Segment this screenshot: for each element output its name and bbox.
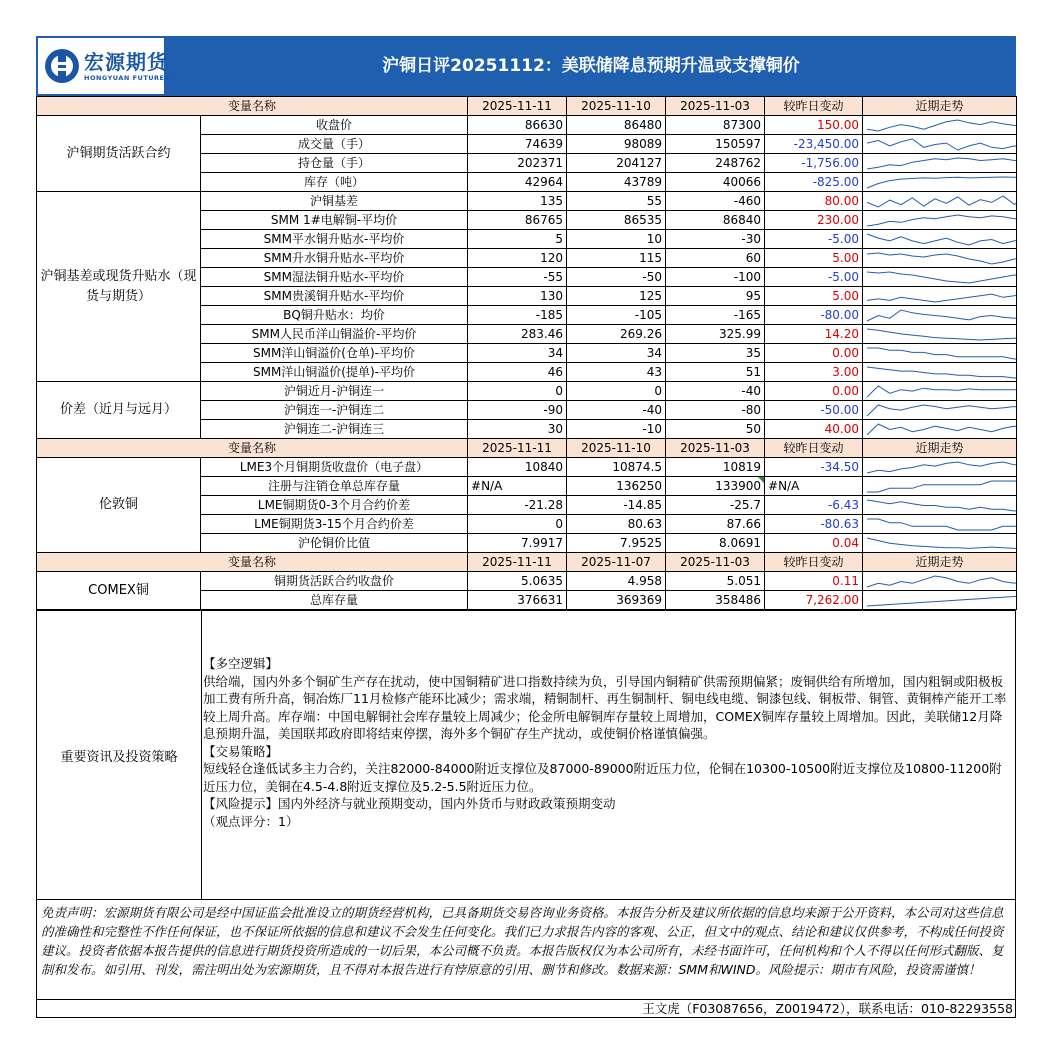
indicator-label: SMM洋山铜溢价(提单)-平均价 xyxy=(201,363,468,382)
value-prev: -10 xyxy=(567,420,666,439)
sparkline xyxy=(863,459,1017,476)
value-prev: -105 xyxy=(567,306,666,325)
sparkline xyxy=(863,231,1017,248)
indicator-label: SMM湿法铜升贴水-平均价 xyxy=(201,268,468,287)
report-title: 沪铜日评20251112：美联储降息预期升温或支撑铜价 xyxy=(382,56,800,76)
sparkline-path xyxy=(867,234,1017,245)
value-prev: 98089 xyxy=(567,135,666,154)
value-latest: 130 xyxy=(468,287,567,306)
value-week: -165 xyxy=(666,306,765,325)
sparkline xyxy=(863,364,1017,381)
sparkline xyxy=(863,174,1017,191)
change-value: -825.00 xyxy=(765,173,863,192)
risk-title: 【风险提示】 xyxy=(203,796,279,811)
value-week: 60 xyxy=(666,249,765,268)
trend-sparkline xyxy=(863,268,1017,287)
value-week: 150597 xyxy=(666,135,765,154)
value-latest: 376631 xyxy=(468,591,567,610)
sparkline xyxy=(863,402,1017,419)
risk-text: 国内外经济与就业预期变动，国内外货币与财政政策预期变动 xyxy=(278,796,616,811)
change-value: 150.00 xyxy=(765,116,863,135)
sparkline-path xyxy=(867,538,1017,549)
sparkline-path xyxy=(867,215,1017,226)
indicator-label: 沪铜基差 xyxy=(201,192,468,211)
indicator-label: LME3个月铜期货收盘价（电子盘） xyxy=(201,458,468,477)
trend-sparkline xyxy=(863,515,1017,534)
value-week: -30 xyxy=(666,230,765,249)
column-header-row xyxy=(37,439,1017,458)
sparkline xyxy=(863,592,1017,609)
sparkline-path xyxy=(867,500,1017,511)
column-variable-name: 变量名称 xyxy=(37,439,468,458)
indicator-label: 收盘价 xyxy=(201,116,468,135)
value-latest: 135 xyxy=(468,192,567,211)
indicator-label: 沪伦铜价比值 xyxy=(201,534,468,553)
indicator-label: SMM贵溪铜升贴水-平均价 xyxy=(201,287,468,306)
sparkline xyxy=(863,421,1017,438)
strategy-label: 重要资讯及投资策略 xyxy=(37,611,202,899)
value-week: -460 xyxy=(666,192,765,211)
trend-sparkline xyxy=(863,363,1017,382)
value-week: 248762 xyxy=(666,154,765,173)
change-value: #N/A xyxy=(765,477,863,496)
value-prev: 86535 xyxy=(567,211,666,230)
trend-sparkline xyxy=(863,306,1017,325)
value-latest: -55 xyxy=(468,268,567,287)
value-week: 40066 xyxy=(666,173,765,192)
trend-sparkline xyxy=(863,116,1017,135)
column-change: 较昨日变动 xyxy=(765,97,863,116)
value-latest: 0 xyxy=(468,515,567,534)
risk-line xyxy=(203,795,1011,813)
sparkline xyxy=(863,516,1017,533)
spread-row xyxy=(37,382,1017,401)
change-value: -80.63 xyxy=(765,515,863,534)
indicator-label: SMM升水铜升贴水-平均价 xyxy=(201,249,468,268)
sparkline-path xyxy=(867,405,1017,416)
indicator-label: BQ铜升贴水：均价 xyxy=(201,306,468,325)
indicator-label: 总库存量 xyxy=(201,591,468,610)
column-date: 2025-11-03 xyxy=(666,553,765,572)
value-week: 51 xyxy=(666,363,765,382)
london-group-label: 伦敦铜 xyxy=(37,458,201,553)
trend-sparkline xyxy=(863,572,1017,591)
report-sheet xyxy=(36,36,1016,1018)
indicator-label: SMM 1#电解铜-平均价 xyxy=(201,211,468,230)
trend-sparkline xyxy=(863,287,1017,306)
change-value: 0.11 xyxy=(765,572,863,591)
sparkline xyxy=(863,193,1017,210)
change-value: 14.20 xyxy=(765,325,863,344)
column-date: 2025-11-10 xyxy=(567,439,666,458)
sparkline-path xyxy=(867,253,1017,264)
indicator-label: SMM人民币洋山铜溢价-平均价 xyxy=(201,325,468,344)
trend-sparkline xyxy=(863,591,1017,610)
sparkline-path xyxy=(867,329,1017,340)
value-prev: 125 xyxy=(567,287,666,306)
value-prev: -14.85 xyxy=(567,496,666,515)
indicator-label: LME铜期货3-15个月合约价差 xyxy=(201,515,468,534)
sparkline xyxy=(863,535,1017,552)
sparkline xyxy=(863,383,1017,400)
value-week: 35 xyxy=(666,344,765,363)
company-logo xyxy=(38,38,170,94)
value-latest: 10840 xyxy=(468,458,567,477)
trend-sparkline xyxy=(863,230,1017,249)
column-trend: 近期走势 xyxy=(863,439,1017,458)
sparkline xyxy=(863,117,1017,134)
indicator-label: 库存（吨） xyxy=(201,173,468,192)
value-prev: 0 xyxy=(567,382,666,401)
value-week: 87300 xyxy=(666,116,765,135)
value-latest: 86765 xyxy=(468,211,567,230)
sparkline xyxy=(863,250,1017,267)
value-latest: 0 xyxy=(468,382,567,401)
column-date: 2025-11-03 xyxy=(666,439,765,458)
value-prev: -40 xyxy=(567,401,666,420)
score-text: （观点评分：1） xyxy=(203,813,299,829)
change-value: 3.00 xyxy=(765,363,863,382)
cell-note-marker xyxy=(758,477,764,483)
sparkline xyxy=(863,497,1017,514)
logic-text: 供给端，国内外多个铜矿生产存在扰动，使中国铜精矿进口指数持续为负，引导国内铜精矿供需预期偏紧；废铜供给有所增加，国内粗铜或阳极板加工费有所升高，铜冶炼厂11月检修产能环比减少；需求端，精铜制杆、再生铜制杆、铜电线电缆、铜漆包线、铜板带、铜管、黄铜棒产能开工率较上周升高。库存端：中国电解铜社会库存量较上周减少；伦金所电解铜库存量较上周增加，COMEX铜库存量较上周增加。因此，美联储12月降息预期升温，美国联邦政府即将结束停摆，海外多个铜矿存生产扰动，或使铜价格谨慎偏强。 xyxy=(203,673,1007,741)
value-week: 50 xyxy=(666,420,765,439)
column-trend: 近期走势 xyxy=(863,97,1017,116)
sparkline-path xyxy=(867,177,1017,188)
change-value: -50.00 xyxy=(765,401,863,420)
indicator-label: SMM平水铜升贴水-平均价 xyxy=(201,230,468,249)
trade-text: 短线轻仓逢低试多主力合约，关注82000-84000附近支撑位及87000-89000附近压力位，伦铜在10300-10500附近支撑位及10800-11200附近压力位，美铜在4.5-4.8附近支撑位及5.2-5.5附近压力位。 xyxy=(203,761,1002,794)
logo-english-name: HONGYUAN FUTURES xyxy=(84,74,170,82)
comex-row xyxy=(37,572,1017,591)
trend-sparkline xyxy=(863,249,1017,268)
value-week: 358486 xyxy=(666,591,765,610)
column-trend: 近期走势 xyxy=(863,553,1017,572)
value-latest: 5 xyxy=(468,230,567,249)
comex-group-label: COMEX铜 xyxy=(37,572,201,610)
value-prev: 34 xyxy=(567,344,666,363)
sparkline-path xyxy=(867,462,1017,473)
value-latest: 46 xyxy=(468,363,567,382)
sparkline-path xyxy=(867,424,1017,435)
disclaimer: 免责声明：宏源期货有限公司是经中国证监会批准设立的期货经营机构，已具备期货交易咨询业务资格。本报告分析及建议所依据的信息均来源于公开资料，本公司对这些信息的准确性和完整性不作任何保证，也不保证所依据的信息和建议不会发生任何变化。我们已力求报告内容的客观、公正，但文中的观点、结论和建议仅供参考，不构成任何投资建议。投资者依据本报告提供的信息进行期货投资所造成的一切后果，本公司概不负责。本报告版权仅为本公司所有，未经书面许可，任何机构和个人不得以任何形式翻版、复制和发布。如引用、刊发，需注明出处为宏源期货，且不得对本报告进行有悖原意的引用、删节和修改。数据来源：SMM和WIND。风险提示：期市有风险，投资需谨慎！ xyxy=(36,900,1016,1000)
trend-sparkline xyxy=(863,382,1017,401)
sparkline-path xyxy=(867,139,1017,150)
trend-sparkline xyxy=(863,477,1017,496)
indicator-label: 成交量（手） xyxy=(201,135,468,154)
analyst-contact: 王文虎（F03087656，Z0019472），联系电话：010-82293558 xyxy=(36,1000,1016,1018)
value-prev: 43 xyxy=(567,363,666,382)
indicator-label: SMM洋山铜溢价(仓单)-平均价 xyxy=(201,344,468,363)
sparkline-path xyxy=(867,367,1017,378)
column-change: 较昨日变动 xyxy=(765,439,863,458)
trend-sparkline xyxy=(863,135,1017,154)
logic-title: 【多空逻辑】 xyxy=(203,656,279,671)
value-week: 95 xyxy=(666,287,765,306)
value-week: 5.051 xyxy=(666,572,765,591)
value-prev: 136250 xyxy=(567,477,666,496)
value-prev: 80.63 xyxy=(567,515,666,534)
value-latest: 5.0635 xyxy=(468,572,567,591)
value-week: -100 xyxy=(666,268,765,287)
trend-sparkline xyxy=(863,420,1017,439)
sparkline xyxy=(863,136,1017,153)
trend-sparkline xyxy=(863,173,1017,192)
value-latest: 202371 xyxy=(468,154,567,173)
change-value: -6.43 xyxy=(765,496,863,515)
indicator-label: 沪铜连二-沪铜连三 xyxy=(201,420,468,439)
value-prev: 7.9525 xyxy=(567,534,666,553)
sparkline xyxy=(863,212,1017,229)
value-prev: 269.26 xyxy=(567,325,666,344)
value-latest: 74639 xyxy=(468,135,567,154)
value-prev: 4.958 xyxy=(567,572,666,591)
value-prev: 43789 xyxy=(567,173,666,192)
sparkline-path xyxy=(867,348,1017,359)
value-latest: #N/A xyxy=(468,477,567,496)
column-date: 2025-11-11 xyxy=(468,97,567,116)
trend-sparkline xyxy=(863,458,1017,477)
value-prev: 369369 xyxy=(567,591,666,610)
value-prev: 10 xyxy=(567,230,666,249)
indicator-label: 持仓量（手） xyxy=(201,154,468,173)
logo-chinese-name: 宏源期货 xyxy=(84,50,168,74)
value-prev: 115 xyxy=(567,249,666,268)
trend-sparkline xyxy=(863,344,1017,363)
change-value: 80.00 xyxy=(765,192,863,211)
column-date: 2025-11-03 xyxy=(666,97,765,116)
column-date: 2025-11-11 xyxy=(468,553,567,572)
change-value: -5.00 xyxy=(765,268,863,287)
sparkline-path xyxy=(867,310,1017,321)
value-week: 10819 xyxy=(666,458,765,477)
indicator-label: 铜期货活跃合约收盘价 xyxy=(201,572,468,591)
value-week: -40 xyxy=(666,382,765,401)
value-prev: 55 xyxy=(567,192,666,211)
sparkline-path xyxy=(867,519,1017,530)
sparkline xyxy=(863,573,1017,590)
value-week: 133900 xyxy=(666,477,765,496)
value-latest: 86630 xyxy=(468,116,567,135)
indicator-label: 沪铜近月-沪铜连一 xyxy=(201,382,468,401)
change-value: 0.00 xyxy=(765,382,863,401)
value-week: -80 xyxy=(666,401,765,420)
trend-sparkline xyxy=(863,154,1017,173)
change-value: -1,756.00 xyxy=(765,154,863,173)
title-banner xyxy=(36,36,1016,96)
column-date: 2025-11-11 xyxy=(468,439,567,458)
change-value: -80.00 xyxy=(765,306,863,325)
value-week: 325.99 xyxy=(666,325,765,344)
indicator-label: LME铜期货0-3个月合约价差 xyxy=(201,496,468,515)
sparkline xyxy=(863,288,1017,305)
column-header-row xyxy=(37,97,1017,116)
value-week: 8.0691 xyxy=(666,534,765,553)
column-change: 较昨日变动 xyxy=(765,553,863,572)
futures-group-label: 沪铜期货活跃合约 xyxy=(37,116,201,192)
sparkline-path xyxy=(867,595,1017,606)
indicator-table xyxy=(36,96,1017,610)
basis-row xyxy=(37,192,1017,211)
value-latest: 283.46 xyxy=(468,325,567,344)
column-date: 2025-11-10 xyxy=(567,97,666,116)
sparkline-path xyxy=(867,196,1017,207)
trend-sparkline xyxy=(863,192,1017,211)
sparkline xyxy=(863,269,1017,286)
change-value: 0.00 xyxy=(765,344,863,363)
value-latest: -90 xyxy=(468,401,567,420)
trend-sparkline xyxy=(863,496,1017,515)
sparkline xyxy=(863,307,1017,324)
change-value: 5.00 xyxy=(765,287,863,306)
value-latest: -21.28 xyxy=(468,496,567,515)
sparkline-path xyxy=(867,158,1017,169)
value-prev: -50 xyxy=(567,268,666,287)
trend-sparkline xyxy=(863,325,1017,344)
change-value: 7,262.00 xyxy=(765,591,863,610)
value-latest: 7.9917 xyxy=(468,534,567,553)
value-prev: 86480 xyxy=(567,116,666,135)
value-week: -25.7 xyxy=(666,496,765,515)
sparkline-path xyxy=(867,291,1017,302)
basis-group-label: 沪铜基差或现货升贴水（现货与期货） xyxy=(37,192,201,382)
trend-sparkline xyxy=(863,401,1017,420)
sparkline xyxy=(863,326,1017,343)
value-latest: 42964 xyxy=(468,173,567,192)
strategy-body xyxy=(203,655,1011,830)
value-latest: 34 xyxy=(468,344,567,363)
sparkline-path xyxy=(867,576,1017,587)
column-variable-name: 变量名称 xyxy=(37,553,468,572)
sparkline xyxy=(863,155,1017,172)
indicator-label: 注册与注销仓单总库存量 xyxy=(201,477,468,496)
change-value: 230.00 xyxy=(765,211,863,230)
hongyuan-logo-icon xyxy=(44,46,80,86)
trend-sparkline xyxy=(863,211,1017,230)
futures-row xyxy=(37,116,1017,135)
column-header-row xyxy=(37,553,1017,572)
trade-title: 【交易策略】 xyxy=(203,743,279,759)
column-date: 2025-11-07 xyxy=(567,553,666,572)
change-value: -23,450.00 xyxy=(765,135,863,154)
sparkline-path xyxy=(867,481,1017,492)
spread-group-label: 价差（近月与远月） xyxy=(37,382,201,439)
value-week: 87.66 xyxy=(666,515,765,534)
trend-sparkline xyxy=(863,534,1017,553)
change-value: 0.04 xyxy=(765,534,863,553)
change-value: 40.00 xyxy=(765,420,863,439)
change-value: -5.00 xyxy=(765,230,863,249)
value-prev: 10874.5 xyxy=(567,458,666,477)
sparkline-path xyxy=(867,120,1017,131)
column-variable-name: 变量名称 xyxy=(37,97,468,116)
value-latest: -185 xyxy=(468,306,567,325)
value-week: 86840 xyxy=(666,211,765,230)
change-value: -34.50 xyxy=(765,458,863,477)
value-prev: 204127 xyxy=(567,154,666,173)
sparkline xyxy=(863,478,1017,495)
change-value: 5.00 xyxy=(765,249,863,268)
value-latest: 120 xyxy=(468,249,567,268)
sparkline-path xyxy=(867,386,1017,397)
sparkline-path xyxy=(867,272,1017,283)
sparkline xyxy=(863,345,1017,362)
strategy-section xyxy=(36,610,1016,900)
value-latest: 30 xyxy=(468,420,567,439)
london-row xyxy=(37,458,1017,477)
indicator-label: 沪铜连一-沪铜连二 xyxy=(201,401,468,420)
